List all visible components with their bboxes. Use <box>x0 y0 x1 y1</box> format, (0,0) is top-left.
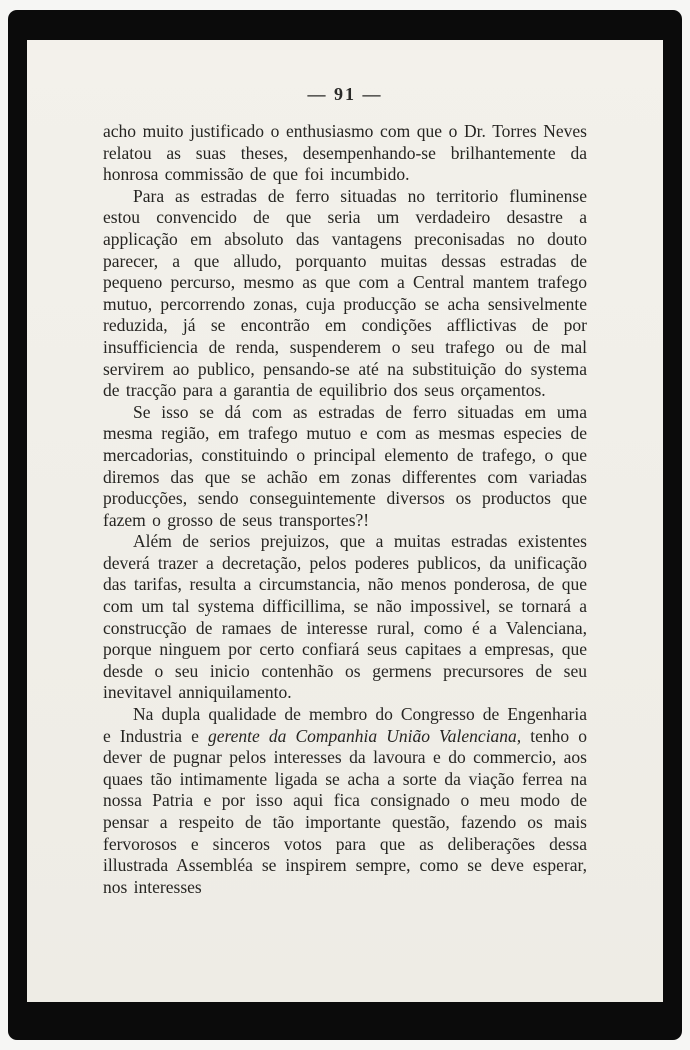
text-segment: acho muito justificado o enthusiasmo com que o Dr. Torres Neves relatou as suas theses, desempenhando-se brilhantemente da honrosa commissão de que foi incumbido. <box>103 121 587 185</box>
text-segment: tenho o dever de pugnar pelos interesses da lavoura e do commercio, aos quaes tão intimamente ligada se acha a sorte da viação ferrea na nossa Patria e por isso aqui fica consignado o meu modo de pensar a respeito de tão importante questão, fazendo os mais fervorosos e sinceros votos para que as deliberações dessa illustrada Assembléa se inspirem sempre, como se deve esperar, nos interesses <box>103 725 587 897</box>
text-segment: Além de serios prejuizos, que a muitas estradas existentes deverá trazer a decretação, pelos poderes publicos, da unificação das tarifas, resulta a circumstancia, não menos ponderosa, de que com um tal systema difficillima, se não impossivel, se tornará a construcção de ramaes de interesse rural, como é a Valenciana, porque ninguem por certo confiará seus capitaes a empresas, que desde o seu inicio contenhão os germens precursores de seu inevitavel anniquilamento. <box>103 531 587 703</box>
page-number: — 91 — <box>307 84 383 104</box>
page <box>27 40 663 1002</box>
text-segment: Se isso se dá com as estradas de ferro situadas em uma mesma região, em trafego mutuo e com as mesmas especies de mercadorias, constituindo o principal elemento de trafego, o que diremos das que se achão em zonas differentes com variadas producções, sendo conseguintemente diversos os productos que fazem o grosso de seus transportes?! <box>103 401 587 530</box>
scan-border <box>8 10 682 1040</box>
text-segment: Para as estradas de ferro situadas no territorio fluminense estou convencido de que seria um verdadeiro desastre a applicação em absoluto das vantagens preconisadas no douto parecer, a que alludo, porquanto muitas dessas estradas de pequeno percurso, mesmo as que com a Central mantem trafego mutuo, percorrendo zonas, cuja producção se acha sensivelmente reduzida, já se encontrão em condições afflictivas de por insufficiencia de renda, suspenderem o seu trafego ou de mal servirem ao publico, pensando-se até na substituição do systema de tracção para a garantia de equilibrio dos seus orçamentos. <box>103 185 587 401</box>
paragraph <box>103 186 587 402</box>
paragraph <box>103 704 587 898</box>
page-text <box>103 121 587 898</box>
paragraph <box>103 121 587 186</box>
text-segment: Na dupla qualidade de membro do Congresso de Engenharia e Industria e <box>103 704 587 746</box>
italic-text-segment: gerente da Companhia União Valenciana, <box>207 725 522 746</box>
paragraph <box>103 531 587 704</box>
paragraph <box>103 402 587 532</box>
